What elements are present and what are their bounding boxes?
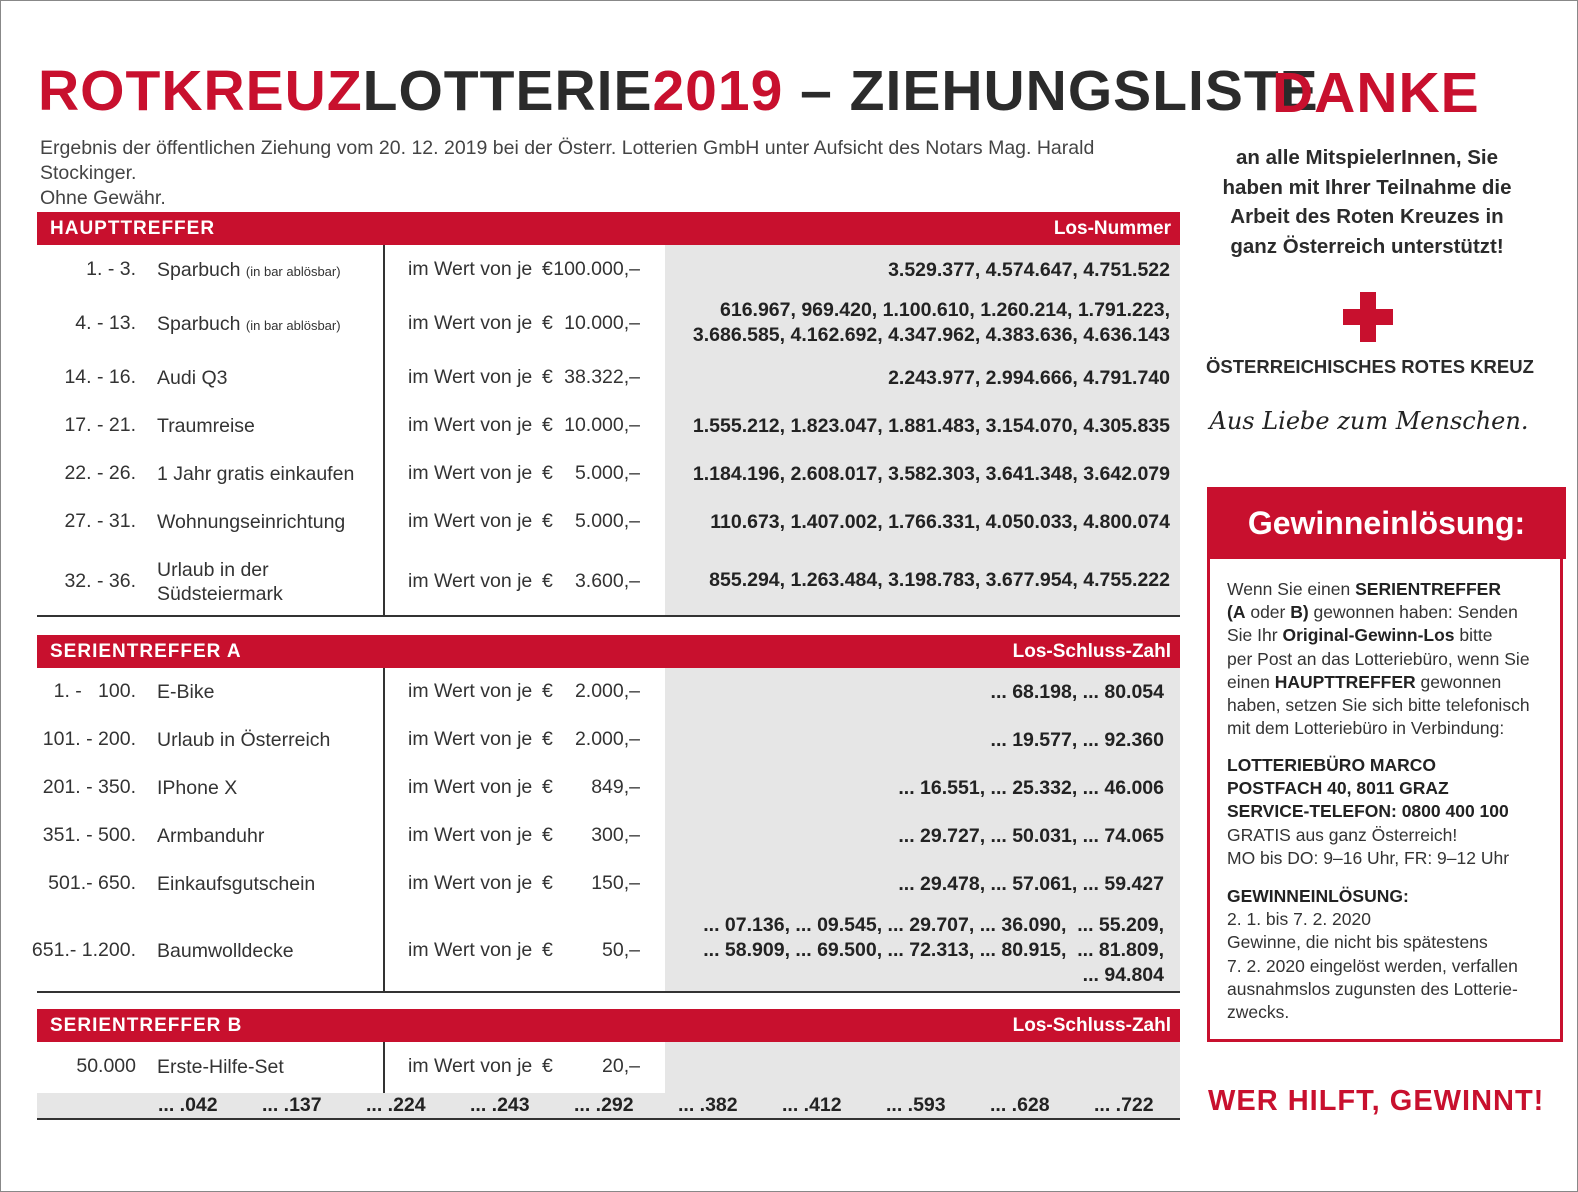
slogan: Aus Liebe zum Menschen. [1209, 407, 1529, 435]
value-label: im Wert von je [408, 510, 533, 532]
prize-value: 2.000,– [574, 728, 640, 750]
opening-hours: MO bis DO: 9–16 Uhr, FR: 9–12 Uhr [1227, 847, 1510, 868]
section-title: HAUPTTREFFER [50, 218, 216, 239]
service-phone: SERVICE-TELEFON: 0800 400 100 [1227, 801, 1509, 822]
winning-numbers: ... 58.909, ... 69.500, ... 72.313, ... 80.915, ... 81.809, [703, 939, 1164, 961]
prize-value: 50,– [602, 939, 640, 961]
redemption-line: 2. 1. bis 7. 2. 2020 [1227, 909, 1371, 930]
prize-value: 20,– [602, 1055, 640, 1077]
redemption-info [1227, 578, 1547, 740]
prize-name: Einkaufsgutschein [157, 873, 316, 895]
subtitle [40, 136, 1190, 211]
redemption-period [1227, 885, 1547, 1024]
address-note: GRATIS aus ganz Österreich! [1227, 824, 1458, 845]
currency: € [542, 462, 553, 484]
organization-name: ÖSTERREICHISCHES ROTES KREUZ [1206, 356, 1534, 377]
ending-number: ... .412 [782, 1094, 842, 1116]
thanks-line: ganz Österreich unterstützt! [1230, 234, 1504, 258]
info-text: Original-Gewinn-Los [1282, 625, 1455, 646]
ending-number: ... .722 [1094, 1094, 1154, 1116]
rank: 22. - 26. [64, 462, 136, 484]
info-text: SERIENTREFFER [1355, 579, 1501, 599]
prize-name: Baumwolldecke [157, 940, 294, 962]
winning-numbers: ... 16.551, ... 25.332, ... 46.006 [898, 777, 1164, 799]
rank: 14. - 16. [64, 366, 136, 388]
prize-value: 10.000,– [564, 312, 640, 334]
value-label: im Wert von je [408, 366, 533, 388]
serie-a-header [37, 635, 1180, 668]
title-rest: – ZIEHUNGSLISTE [783, 59, 1319, 123]
value-label: im Wert von je [408, 776, 533, 798]
lottery-office-address [1227, 754, 1547, 870]
prize-value: 38.322,– [564, 366, 640, 388]
winning-numbers: ... 07.136, ... 09.545, ... 29.707, ... 36.090, ... 55.209, [703, 914, 1164, 936]
haupttreffer-header [37, 212, 1180, 245]
info-text: HAUPTTREFFER [1274, 671, 1416, 692]
value-label: im Wert von je [408, 570, 533, 592]
rank: 501.- 650. [48, 872, 136, 894]
info-text: B) [1290, 602, 1309, 623]
currency: € [542, 776, 553, 798]
serie-b-header [37, 1009, 1180, 1042]
currency: € [542, 872, 553, 894]
winning-numbers: ... 19.577, ... 92.360 [990, 729, 1164, 751]
value-label: im Wert von je [408, 680, 533, 702]
footer-slogan: WER HILFT, GEWINNT! [1208, 1085, 1545, 1117]
subtitle-line: Ohne Gewähr. [40, 187, 166, 209]
currency: € [542, 939, 553, 961]
rank: 201. - 350. [42, 776, 136, 798]
value-label: im Wert von je [408, 414, 533, 436]
prize [157, 258, 341, 284]
serie-b-endings [37, 1093, 1180, 1120]
ending-number: ... .042 [158, 1094, 218, 1116]
prize-name: Sparbuch [157, 259, 241, 281]
title-year: 2019 [652, 59, 784, 123]
currency: € [542, 680, 553, 702]
redemption-title: Gewinneinlösung: [1207, 487, 1566, 559]
info-text: Sie Ihr [1227, 625, 1283, 646]
rank: 1. - 100. [53, 680, 136, 702]
winning-numbers: 1.555.212, 1.823.047, 1.881.483, 3.154.070, 4.305.835 [692, 415, 1170, 437]
prize-name: Traumreise [157, 415, 255, 437]
info-text: gewonnen haben: Senden [1308, 602, 1518, 623]
thanks-text [1206, 143, 1528, 261]
prize-value: 10.000,– [564, 414, 640, 436]
prize-note: (in bar ablösbar) [245, 318, 341, 333]
info-text: gewonnen [1415, 671, 1502, 692]
prize-name: Armbanduhr [157, 825, 265, 847]
rank: 27. - 31. [64, 510, 136, 532]
prize-value: 2.000,– [574, 680, 640, 702]
winning-numbers: 3.529.377, 4.574.647, 4.751.522 [888, 259, 1170, 281]
column-divider [383, 668, 385, 991]
prize-name: Urlaub in der [157, 559, 269, 581]
prize-value: 849,– [591, 776, 640, 798]
address-line: POSTFACH 40, 8011 GRAZ [1227, 778, 1449, 799]
prize-name: IPhone X [157, 777, 238, 799]
prize-name: Erste-Hilfe-Set [157, 1056, 284, 1078]
prize-name: E-Bike [157, 681, 215, 703]
winning-numbers: 616.967, 969.420, 1.100.610, 1.260.214, 1.791.223, [720, 299, 1170, 321]
title-rotkreuz: ROTKREUZ [38, 59, 363, 123]
prize-name: Urlaub in Österreich [157, 729, 331, 751]
rank: 101. - 200. [42, 728, 136, 750]
rank: 32. - 36. [64, 570, 136, 592]
red-cross-icon [1343, 292, 1393, 342]
winning-numbers: ... 94.804 [1082, 964, 1164, 986]
prize-name: Audi Q3 [157, 367, 228, 389]
prize-value: 300,– [591, 824, 640, 846]
currency: € [542, 258, 553, 280]
rank: 50.000 [76, 1055, 136, 1077]
prize-name: Südsteiermark [157, 583, 283, 605]
prize-value: 100.000,– [553, 258, 640, 280]
prize [157, 312, 341, 338]
ending-number: ... .628 [990, 1094, 1050, 1116]
column-divider [383, 1042, 385, 1093]
prize-note: (in bar ablösbar) [245, 264, 341, 279]
info-text: mit dem Lotteriebüro in Verbindung: [1227, 718, 1505, 739]
subtitle-line: Ergebnis der öffentlichen Ziehung vom 20. 12. 2019 bei der Österr. Lotterien GmbH unter Aufsicht des Notars Mag. Harald Stockinger. [40, 137, 1095, 184]
currency: € [542, 570, 553, 592]
currency: € [542, 414, 553, 436]
winning-numbers: ... 68.198, ... 80.054 [990, 681, 1164, 703]
page-title [38, 58, 1319, 124]
ending-number: ... .292 [574, 1094, 634, 1116]
info-text: per Post an das Lotteriebüro, wenn Sie [1227, 648, 1530, 669]
info-text: Wenn Sie einen [1227, 579, 1356, 599]
rank: 17. - 21. [64, 414, 136, 436]
ending-number: ... .243 [470, 1094, 530, 1116]
prize-name: 1 Jahr gratis einkaufen [157, 463, 355, 485]
thanks-line: haben mit Ihrer Teilnahme die [1222, 175, 1512, 199]
ending-number: ... .382 [678, 1094, 738, 1116]
currency: € [542, 510, 553, 532]
info-text: (A [1227, 602, 1246, 623]
rank: 1. - 3. [86, 258, 136, 280]
column-label: Los-Nummer [1053, 218, 1171, 239]
redemption-line: ausnahmslos zugunsten des Lotterie- [1227, 978, 1518, 999]
value-label: im Wert von je [408, 824, 533, 846]
prize-name: Sparbuch [157, 313, 241, 335]
column-divider [383, 245, 385, 615]
numbers-background [665, 1042, 1180, 1093]
winning-numbers: 2.243.977, 2.994.666, 4.791.740 [888, 367, 1170, 389]
value-label: im Wert von je [408, 939, 533, 961]
address-line: LOTTERIEBÜRO MARCO [1227, 755, 1437, 775]
thanks-line: an alle MitspielerInnen, Sie [1235, 146, 1499, 169]
currency: € [542, 312, 553, 334]
info-text: oder [1245, 602, 1291, 623]
currency: € [542, 824, 553, 846]
winning-numbers: 855.294, 1.263.484, 3.198.783, 3.677.954, 4.755.222 [709, 569, 1170, 591]
section-title: SERIENTREFFER B [50, 1015, 243, 1036]
prize-value: 3.600,– [574, 570, 640, 592]
value-label: im Wert von je [408, 1055, 533, 1077]
value-label: im Wert von je [408, 258, 533, 280]
rank: 4. - 13. [75, 312, 136, 334]
redemption-line: Gewinne, die nicht bis spätestens [1227, 932, 1488, 953]
section-rule [37, 991, 1180, 993]
section-rule [37, 615, 1180, 617]
prize-value: 5.000,– [574, 510, 640, 532]
ending-number: ... .224 [366, 1094, 426, 1116]
redemption-period-title: GEWINNEINLÖSUNG: [1227, 886, 1409, 906]
rank: 651.- 1.200. [31, 939, 136, 961]
ending-number: ... .137 [262, 1094, 322, 1116]
rank: 351. - 500. [42, 824, 136, 846]
currency: € [542, 728, 553, 750]
section-title: SERIENTREFFER A [50, 641, 242, 662]
value-label: im Wert von je [408, 312, 533, 334]
winning-numbers: 3.686.585, 4.162.692, 4.347.962, 4.383.636, 4.636.143 [692, 324, 1170, 346]
title-lotterie: LOTTERIE [362, 59, 653, 123]
prize-value: 150,– [591, 872, 640, 894]
ending-number: ... .593 [886, 1094, 946, 1116]
value-label: im Wert von je [408, 728, 533, 750]
redemption-line: zwecks. [1227, 1002, 1290, 1023]
winning-numbers: 1.184.196, 2.608.017, 3.582.303, 3.641.348, 3.642.079 [692, 463, 1170, 485]
value-label: im Wert von je [408, 872, 533, 894]
currency: € [542, 1055, 553, 1077]
currency: € [542, 366, 553, 388]
danke-heading: DANKE [1272, 61, 1480, 125]
redemption-line: 7. 2. 2020 eingelöst werden, verfallen [1227, 955, 1518, 976]
column-label: Los-Schluss-Zahl [1012, 641, 1171, 662]
info-text: einen [1227, 671, 1275, 692]
winning-numbers: ... 29.727, ... 50.031, ... 74.065 [898, 825, 1164, 847]
value-label: im Wert von je [408, 462, 533, 484]
prize-value: 5.000,– [574, 462, 640, 484]
column-label: Los-Schluss-Zahl [1012, 1015, 1171, 1036]
info-text: haben, setzen Sie sich bitte telefonisch [1227, 695, 1530, 716]
thanks-line: Arbeit des Roten Kreuzes in [1230, 205, 1504, 228]
winning-numbers: ... 29.478, ... 57.061, ... 59.427 [898, 873, 1164, 895]
winning-numbers: 110.673, 1.407.002, 1.766.331, 4.050.033, 4.800.074 [710, 511, 1170, 533]
prize-name: Wohnungseinrichtung [157, 511, 346, 533]
info-text: bitte [1454, 625, 1493, 646]
